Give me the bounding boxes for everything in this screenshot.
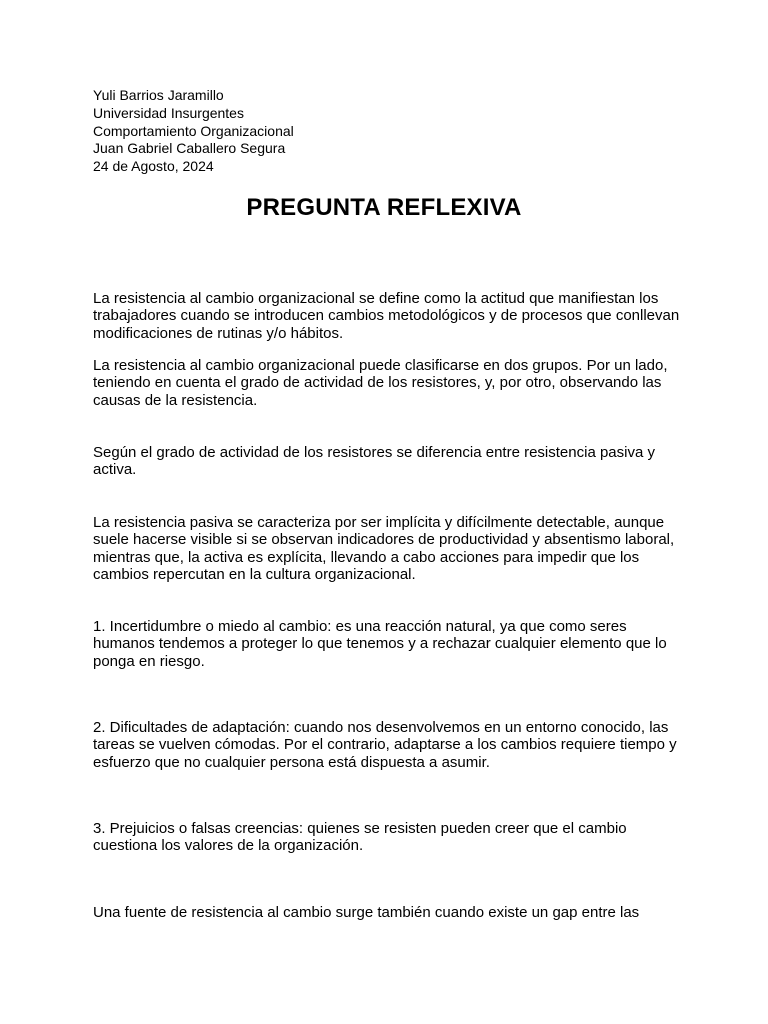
paragraph-definition: La resistencia al cambio organizacional se define como la actitud que manifiestan los trabajadores cuando se introducen cambios metodológicos y de procesos que conllevan modificaciones de rutinas y/o hábitos.: [93, 290, 680, 342]
list-item-prejudices: 3. Prejuicios o falsas creencias: quienes se resisten pueden creer que el cambio cuestiona los valores de la organización.: [93, 820, 627, 855]
university-name: Universidad Insurgentes: [93, 104, 244, 121]
paragraph-gap-source: Una fuente de resistencia al cambio surge también cuando existe un gap entre las: [93, 904, 640, 921]
list-item-uncertainty: 1. Incertidumbre o miedo al cambio: es una reacción natural, ya que como seres humanos tendemos a proteger lo que tenemos y a rechazar cualquier elemento que lo ponga en riesgo.: [93, 618, 667, 670]
course-name: Comportamiento Organizacional: [93, 122, 294, 139]
document-title: PREGUNTA REFLEXIVA: [246, 194, 522, 221]
document-header: [93, 87, 294, 176]
teacher-name: Juan Gabriel Caballero Segura: [93, 140, 286, 157]
author-name: Yuli Barrios Jaramillo: [93, 87, 224, 103]
document-date: 24 de Agosto, 2024: [93, 158, 214, 175]
list-item-adaptation: 2. Dificultades de adaptación: cuando nos desenvolvemos en un entorno conocido, las tareas se vuelven cómodas. Por el contrario, adaptarse a los cambios requiere tiempo y esfuerzo que no cualquier persona está dispuesta a asumir.: [93, 719, 677, 771]
paragraph-activity-degree: Según el grado de actividad de los resistores se diferencia entre resistencia pasiva y activa.: [93, 444, 655, 479]
paragraph-classification: La resistencia al cambio organizacional puede clasificarse en dos grupos. Por un lado, teniendo en cuenta el grado de actividad de los resistores, y, por otro, observando las causas de la resistencia.: [93, 357, 668, 409]
paragraph-passive-active: La resistencia pasiva se caracteriza por ser implícita y difícilmente detectable, aunque suele hacerse visible si se observan indicadores de productividad y absentismo laboral, mientras que, la activa es explícita, llevando a cabo acciones para impedir que los cambios repercutan en la cultura organizacional.: [93, 514, 675, 584]
